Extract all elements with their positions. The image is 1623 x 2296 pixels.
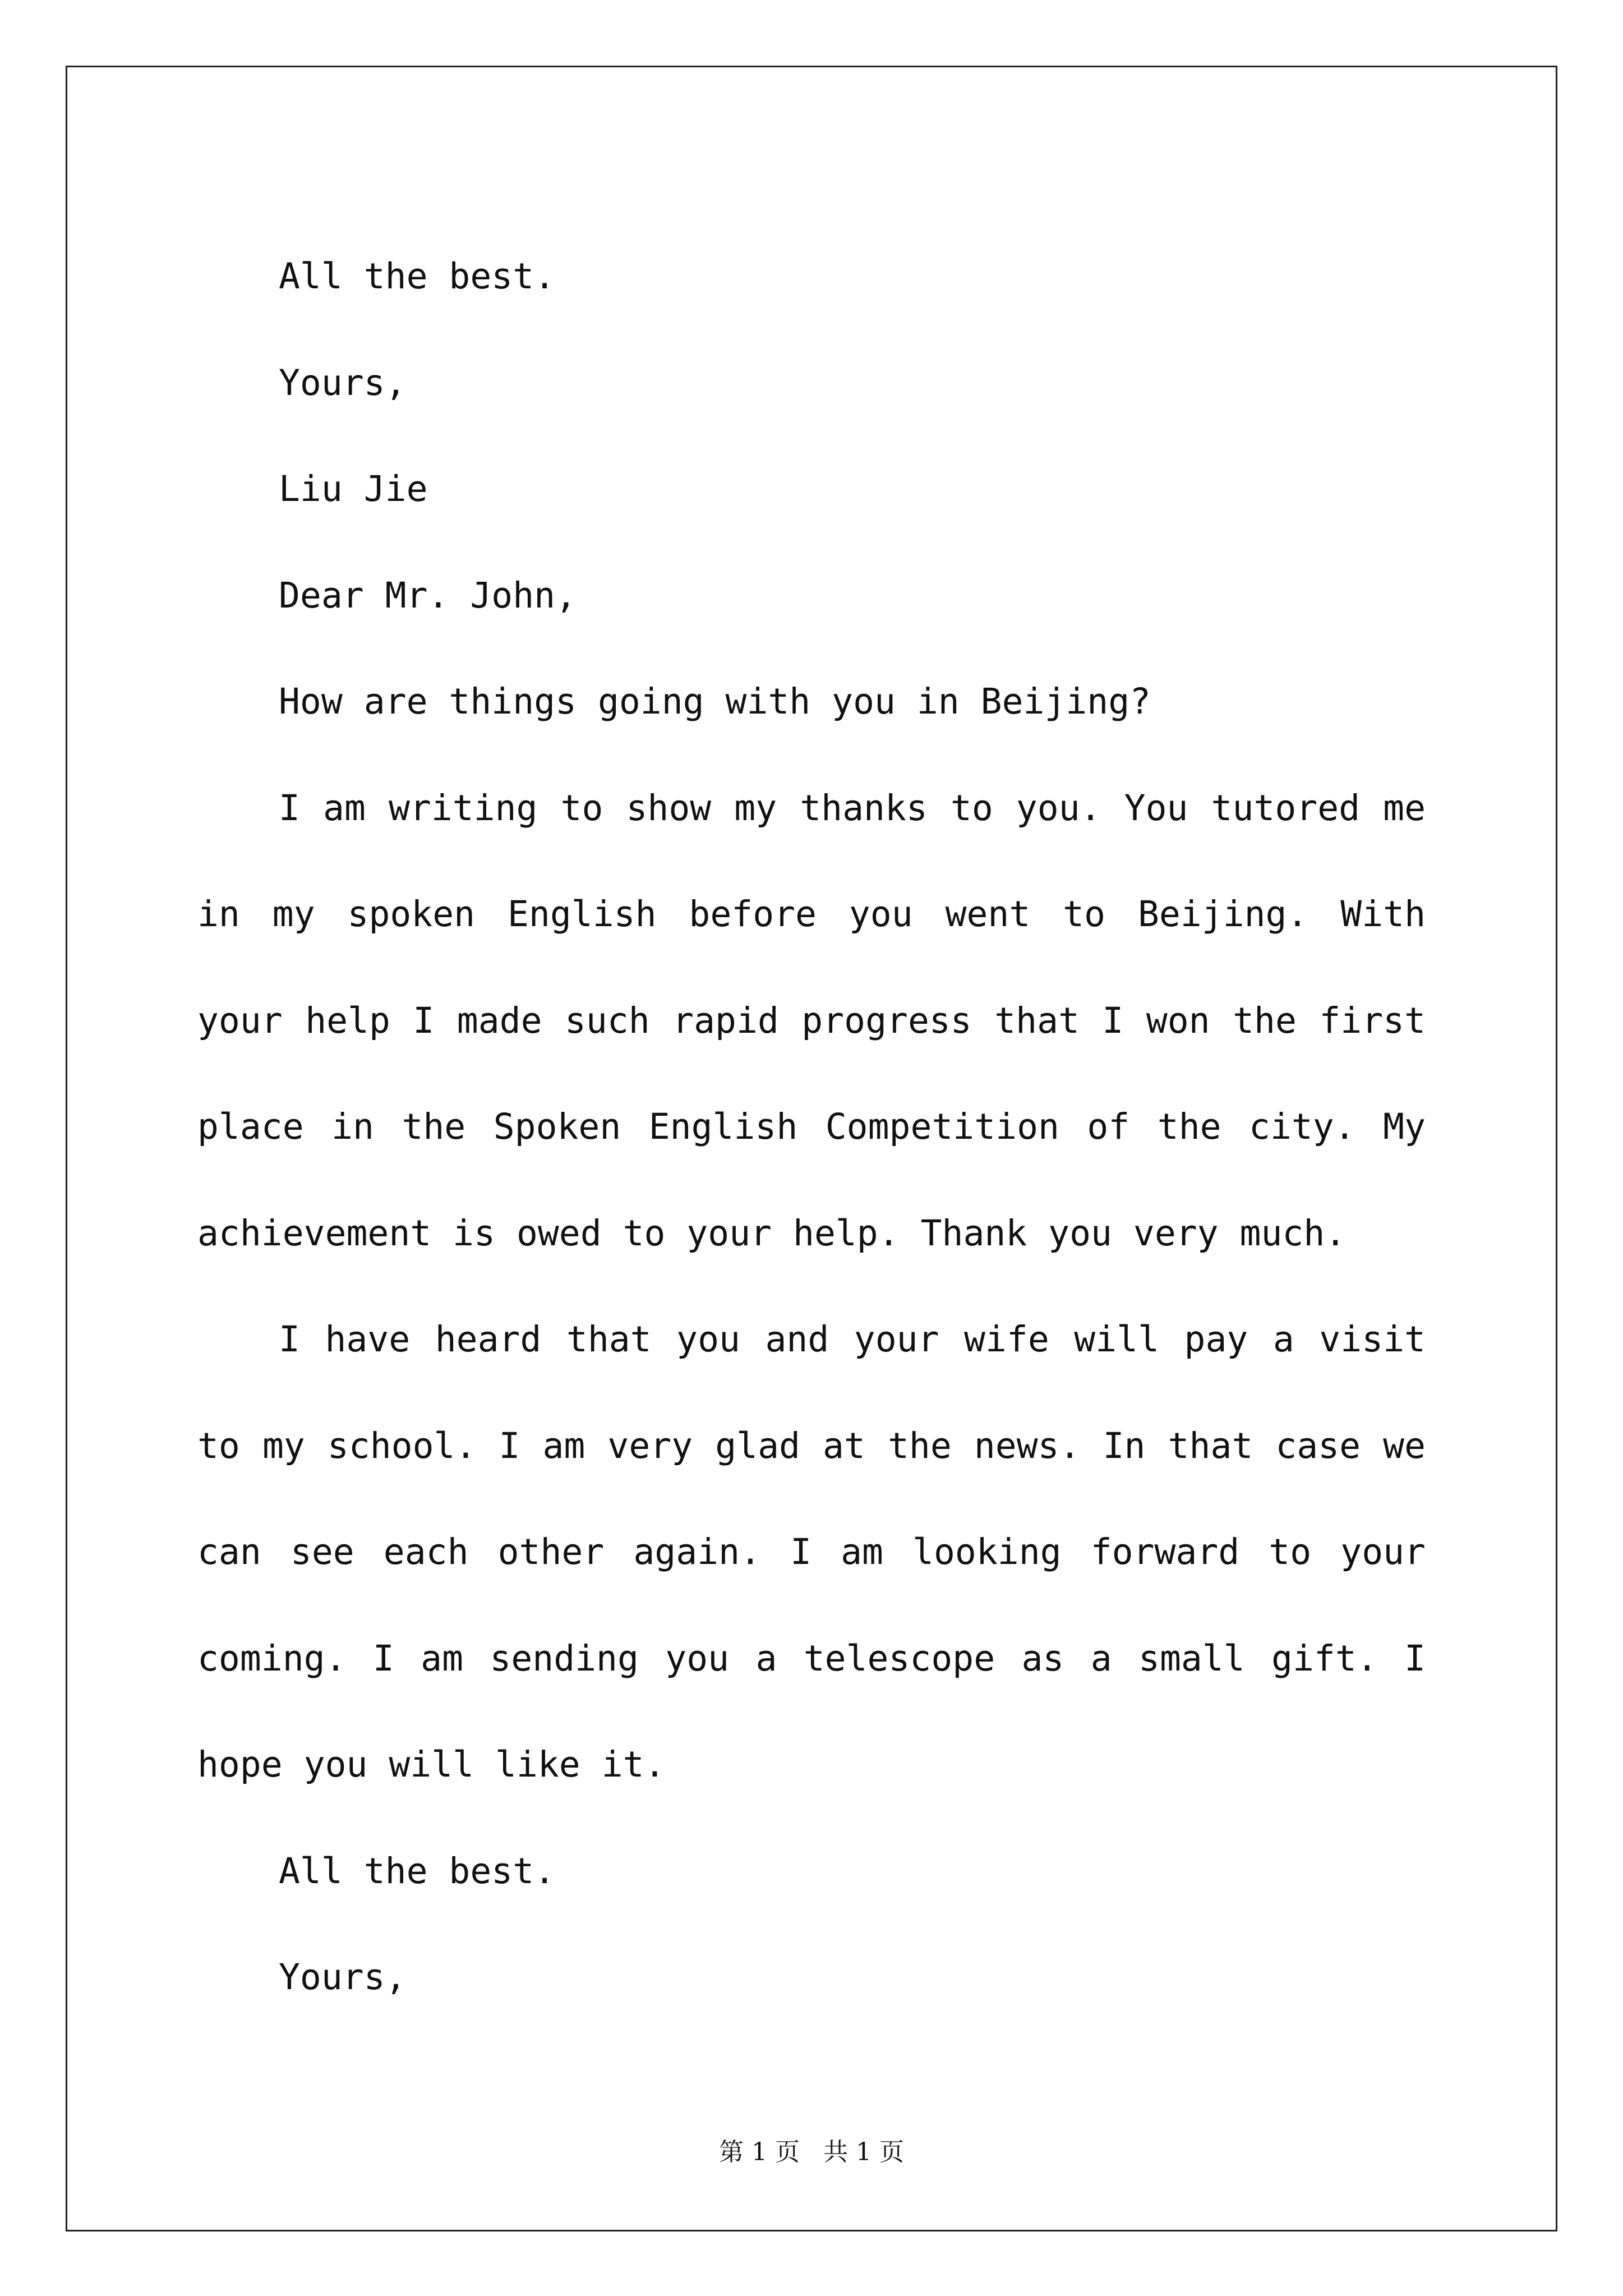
page-number-footer: 第 1 页 共 1 页 — [719, 2138, 904, 2166]
signoff-line-2: Yours, — [279, 1957, 407, 1998]
signoff-line: Yours, — [279, 362, 407, 403]
thanks-paragraph: I am writing to show my thanks to you. You tutored me in my spoken English before you went to Beijing. With your help I made such rapid progress that I won the first place in the Spoken English Competition of the city. My achievement is owed to your help. Thank you very much. — [197, 787, 1426, 1254]
salutation: Dear Mr. John, — [279, 574, 577, 616]
signature-name: Liu Jie — [279, 468, 428, 509]
greeting-question: How are things going with you in Beijing? — [279, 681, 1151, 722]
closing-line: All the best. — [279, 256, 556, 297]
document-body — [197, 223, 1426, 2031]
visit-paragraph: I have heard that you and your wife will pay a visit to my school. I am very glad at the news. In that case we can see each other again. I am looking forward to your coming. I am sending you a telescope as a small gift. I hope you will like it. — [197, 1319, 1426, 1785]
closing-line-2: All the best. — [279, 1850, 556, 1892]
